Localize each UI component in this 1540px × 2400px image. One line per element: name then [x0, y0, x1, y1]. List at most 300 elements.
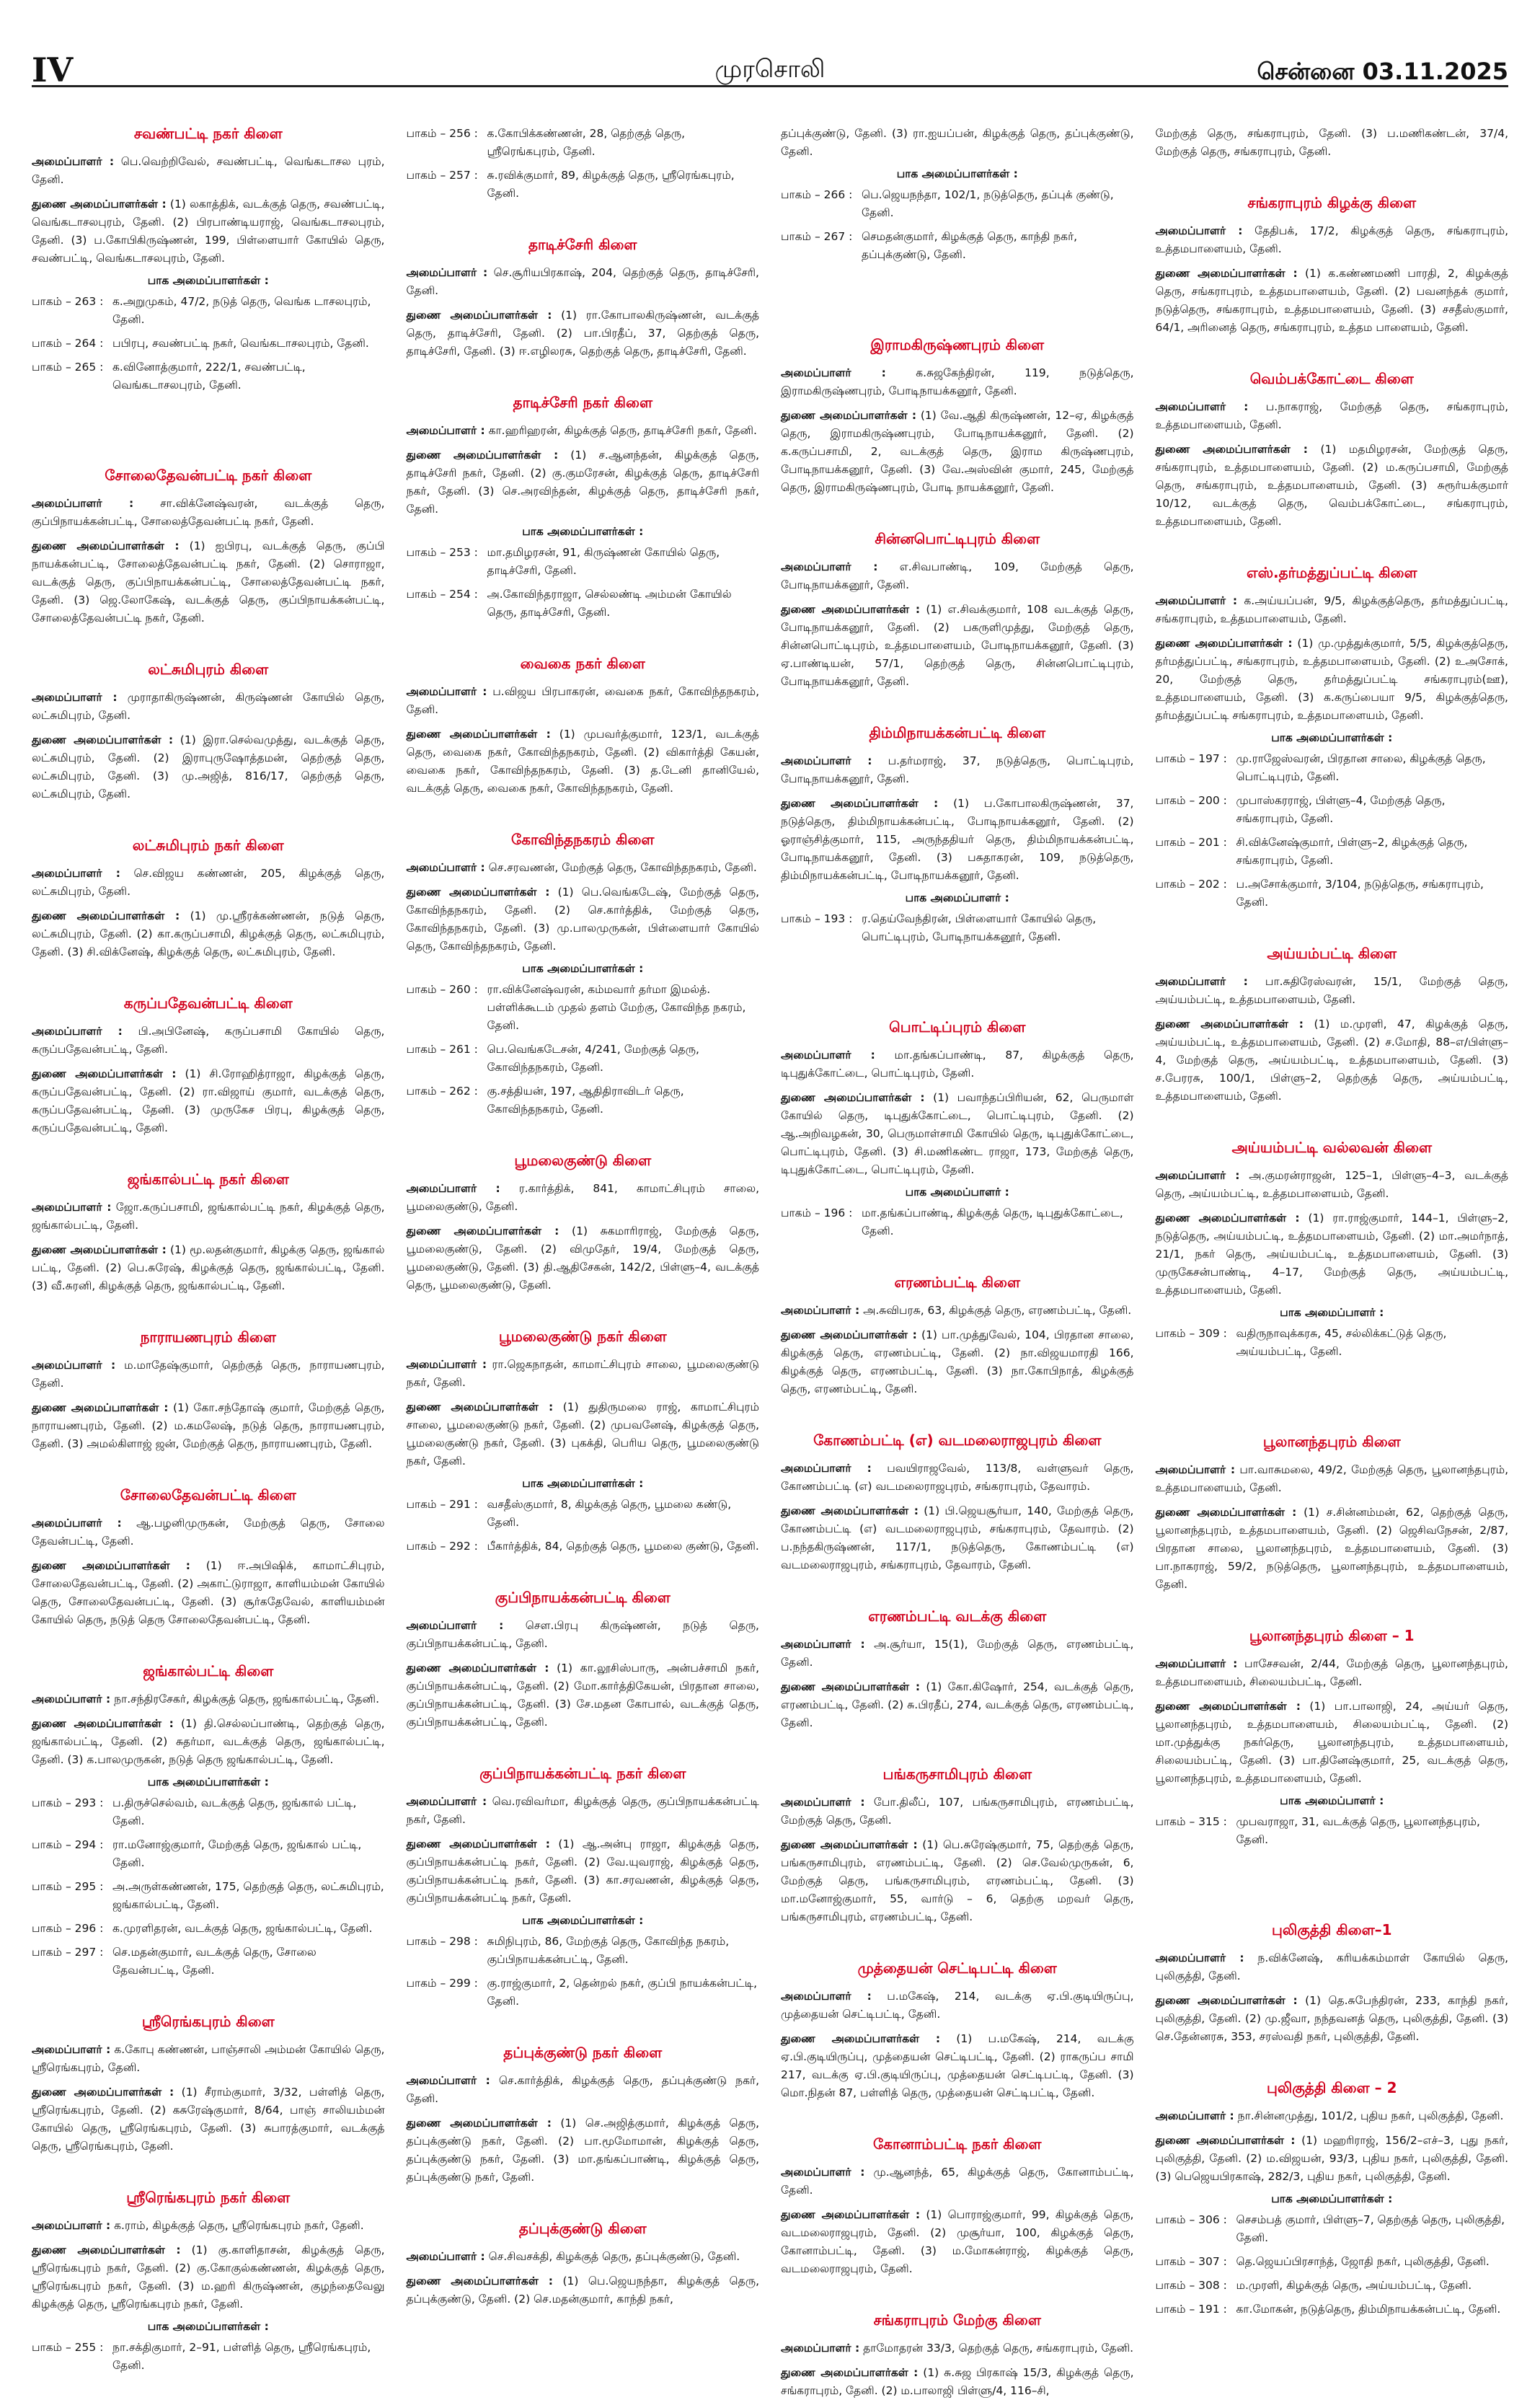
- booth-heading: பாக அமைப்பாளர்கள் :: [522, 962, 644, 975]
- role-label: துணை அமைப்பாளர்கள் :: [781, 1091, 925, 1104]
- branch-section: [407, 831, 760, 1119]
- booth-details: பீகார்த்திக், 84, தெற்குத் தெரு, பூமலை குண்டு, தேனி.: [487, 1540, 759, 1553]
- branch-title: முத்தையன் செட்டிபட்டி கிளை: [857, 1959, 1057, 1977]
- branch-title: லட்சுமிபுரம் கிளை: [148, 661, 269, 678]
- member-details: (1) ரா.ராஜ்குமார், 144–1, பிள்ளு–2, நடுத்தெரு, அய்யம்பட்டி, உத்தமபாளையம், தேனி. (2) மா.அமர்நாத், 21/1, நகர் தெரு, அய்யம்பட்டி, உத்தமபாளையம், தேனி. (3) முருகேசன்பாண்டி, 4–17, மேற்குத் தெரு, அய்யம்பட்டி, உத்தமபாளையம், தேனி.: [1155, 1212, 1509, 1297]
- branch-title: தாடிச்சேரி கிளை: [528, 236, 637, 253]
- booth-row: [407, 1538, 760, 1556]
- member-entry: [1156, 1949, 1509, 1985]
- member-entry: [781, 364, 1134, 400]
- booth-row: [781, 186, 1134, 222]
- page-number: IV: [32, 50, 74, 89]
- member-details: (1) மு.ஸ்ரீரக்கண்ணன், நடுத் தெரு, லட்சுமிபுரம், தேனி. (2) கா.கருப்பசாமி, கிழக்குத் தெரு, லட்சுமிபுரம், தேனி. (3) சி.விக்னேஷ், கிழக்குத் தெரு, லட்சுமிபுரம், தேனி.: [32, 909, 385, 958]
- branch-title: சங்கராபுரம் மேற்கு கிளை: [873, 2311, 1041, 2329]
- branch-title: குப்பிநாயக்கன்பட்டி கிளை: [495, 1589, 671, 1606]
- branch-title: தாடிச்சேரி நகர் கிளை: [513, 394, 652, 411]
- booth-number: பாகம் – 262 :: [406, 1085, 478, 1098]
- member-entry: [407, 1617, 760, 1653]
- branch-section: [1156, 370, 1509, 531]
- booth-row: [1156, 2253, 1509, 2271]
- role-label: துணை அமைப்பாளர்கள் :: [781, 1838, 918, 1851]
- branch-title: சோலைதேவன்பட்டி நகர் கிளை: [105, 467, 312, 484]
- role-label: அமைப்பாளர் :: [406, 685, 487, 698]
- role-label: அமைப்பாளர் :: [781, 2342, 860, 2355]
- member-entry: [781, 601, 1134, 691]
- role-label: அமைப்பாளர் :: [406, 2250, 485, 2263]
- role-label: துணை அமைப்பாளர்கள் :: [1155, 267, 1298, 280]
- member-entry: [781, 2339, 1134, 2357]
- role-label: துணை அமைப்பாளர்கள் :: [1155, 1212, 1300, 1225]
- booth-details: கு.ராஜ்குமார், 2, தென்றல் நகர், குப்பி நாயக்கன்பட்டி, தேனி.: [487, 1977, 758, 2008]
- member-entry: [32, 2241, 385, 2313]
- member-entry: [407, 1398, 760, 1470]
- role-label: அமைப்பாளர் :: [781, 560, 878, 573]
- booth-row: [407, 125, 760, 161]
- branch-title: சின்னபொட்டிபுரம் கிளை: [875, 530, 1040, 547]
- member-details: பாசேசவன், 2/44, மேற்குத் தெரு, பூலானந்தபுரம், உத்தமபாளையம், சிலையம்பட்டி, தேனி.: [1155, 1657, 1508, 1688]
- role-label: அமைப்பாளர் :: [32, 1025, 123, 1038]
- branch-title: குப்பிநாயக்கன்பட்டி நகர் கிளை: [479, 1765, 686, 1782]
- booth-details: வசதீஸ்குமார், 8, கிழக்குத் தெரு, பூமலை கண்டு, தேனி.: [487, 1498, 732, 1529]
- member-details: மா.தங்கப்பாண்டி, 87, கிழக்குத் தெரு, டிபுதுக்கோட்டை, பொட்டிபுரம், தேனி.: [781, 1049, 1134, 1080]
- role-label: துணை அமைப்பாளர்கள் :: [1155, 443, 1308, 456]
- role-label: அமைப்பாளர் :: [1155, 1463, 1236, 1476]
- member-details: மு.ஆனந்த், 65, கிழக்குத் தெரு, கோனாம்பட்டி, தேனி.: [781, 2166, 1134, 2197]
- branch-title: ஜங்கால்பட்டி கிளை: [143, 1662, 274, 1680]
- member-entry: [1156, 441, 1509, 531]
- role-label: அமைப்பாளர் :: [781, 1990, 872, 2003]
- role-label: துணை அமைப்பாளர்கள் :: [32, 1401, 169, 1414]
- booth-number: பாகம் – 265 :: [32, 361, 104, 374]
- role-label: அமைப்பாளர் :: [406, 1182, 500, 1195]
- booth-details: க.வினோத்குமார், 222/1, சவண்பட்டி, வெங்கடாசலபுரம், தேனி.: [112, 361, 306, 392]
- branch-section: [1156, 1921, 1509, 2046]
- branch-title: பூமலைகுண்டு நகர் கிளை: [498, 1328, 667, 1345]
- booth-number: பாகம் – 299 :: [406, 1977, 478, 1990]
- branch-section: [32, 125, 385, 394]
- member-details: பவயிராஜவேல், 113/8, வள்ளுவர் தெரு, கோணம்பட்டி (எ) வடமலைராஜபுரம், சங்கராபுரம், தேவாரம்.: [781, 1462, 1134, 1493]
- booth-row: [1156, 2300, 1509, 2319]
- edition-date: சென்னை 03.11.2025: [1257, 58, 1508, 85]
- member-details: (1) மஹரிராஜ், 156/2–எச்–3, புது நகர், புலிகுத்தி, தேனி. (2) ம.விஜயன், 93/3, புதிய நகர், புலிகுத்தி, தேனி. (3) பெஜெயபிரகாஷ், 282/3, புதிய நகர், புலிகுத்தி, தேனி.: [1155, 2134, 1509, 2183]
- role-label: அமைப்பாளர் :: [1155, 2109, 1234, 2122]
- booth-details: க.கோபிக்கண்ணன், 28, தெற்குத் தெரு, ஸ்ரீரெங்கபுரம், தேனி.: [487, 127, 686, 158]
- booth-details: ம.முரளி, கிழக்குத் தெரு, அய்யம்பட்டி, தேனி.: [1236, 2279, 1472, 2292]
- member-details: (1) ம.முரளி, 47, கிழக்குத் தெரு, அய்யம்பட்டி, உத்தமபாளையம், தேனி. (2) ச.மோதி, 88–எ/பிள்ளு–4, மேற்குத் தெரு, அய்யம்பட்டி, உத்தமபாளையம், தேனி. (3) ச.பேரரசு, 100/1, பிள்ளு–2, தெற்குத் தெரு, அய்யம்பட்டி, உத்தமபாளையம், தேனி.: [1155, 1018, 1508, 1103]
- member-entry: [781, 795, 1134, 885]
- branch-title: கோனாம்பட்டி நகர் கிளை: [873, 2135, 1042, 2153]
- role-label: துணை அமைப்பாளர்கள் :: [406, 309, 552, 322]
- role-label: துணை அமைப்பாளர்கள் :: [1155, 1700, 1301, 1713]
- member-entry: [1156, 1015, 1509, 1106]
- booth-details: செமதன்குமார், கிழக்குத் தெரு, காந்தி நகர், தப்புக்குண்டு, தேனி.: [862, 230, 1078, 261]
- branch-title: திம்மிநாயக்கன்பட்டி கிளை: [869, 724, 1046, 741]
- branch-title: ஜங்கால்பட்டி நகர் கிளை: [127, 1170, 289, 1188]
- booth-row: [407, 167, 760, 203]
- booth-number: பாகம் – 264 :: [32, 337, 104, 350]
- booth-details: அ.அருள்கண்ணன், 175, தெற்குத் தெரு, லட்சுமிபுரம், ஜங்கால்பட்டி, தேனி.: [112, 1880, 384, 1911]
- booth-details: ரா.மனோஜ்குமார், மேற்குத் தெரு, ஜங்கால் பட்டி, தேனி.: [112, 1838, 362, 1869]
- role-label: துணை அமைப்பாளர்கள் :: [406, 1400, 554, 1413]
- branch-section: [32, 2189, 385, 2375]
- booth-details: க.முரளிதரன், வடக்குத் தெரு, ஜங்கால்பட்டி, தேனி.: [112, 1922, 373, 1935]
- branch-title: சவண்பட்டி நகர் கிளை: [133, 125, 283, 142]
- member-details: க.அய்யப்பன், 9/5, கிழக்குத்தெரு, தர்மத்துப்பட்டி, சங்கராபுரம், உத்தமபாளையம், தேனி.: [1155, 594, 1508, 625]
- member-details: (1) வே.ஆதி கிருஷ்ணன், 12–ஏ, கிழக்குத் தெரு, இராமகிருஷ்ணபுரம், போடிநாயக்கனூர், தேனி. (2) க.கருப்பசாமி, 2, வடக்குத் தெரு, இராம கிருஷ்ணபுரம், போடிநாயக்கனூர், தேனி. (3) வே.அஸ்வின் குமார், 245, மேற்குத் தெரு, இராமகிருஷ்ணபுரம், போடி நாயக்கனூர், தேனி.: [781, 409, 1134, 494]
- booth-details: மா.தமிழரசன், 91, கிருஷ்ணன் கோயில் தெரு, தாடிச்சேரி, தேனி.: [487, 546, 720, 577]
- member-entry: [781, 1302, 1134, 1320]
- booth-number: பாகம் – 308 :: [1155, 2279, 1227, 2292]
- booth-details: சு.ரவிக்குமார், 89, கிழக்குத் தெரு, ஸ்ரீரெங்கபுரம், தேனி.: [487, 169, 735, 200]
- branch-title: தப்புக்குண்டு கிளை: [518, 2220, 647, 2237]
- member-entry: [32, 865, 385, 901]
- member-entry: [407, 1222, 760, 1294]
- member-details: (1) ச.சின்னம்மன், 62, தெற்குத் தெரு, பூலானந்தபுரம், உத்தமபாளையம், தேனி. (2) ஜெசிவநேசன், 2/87, பிரதான சாலை, பூலானந்தபுரம், உத்தமபாளையம், தேனி. (3) பா.நாகராஜ், 59/2, நடுத்தெரு, பூலானந்தபுரம், உத்தமபாளையம், தேனி.: [1155, 1506, 1508, 1591]
- role-label: அமைப்பாளர் :: [406, 2074, 490, 2087]
- branch-section: [1156, 125, 1509, 161]
- member-entry: [32, 1023, 385, 1059]
- member-entry: [781, 125, 1134, 161]
- booth-heading: பாக அமைப்பாளர்கள் :: [147, 1775, 269, 1788]
- booth-details: அ.கோவிந்தராஜா, செல்லண்டி அம்மன் கோயில் தெரு, தாடிச்சேரி, தேனி.: [487, 588, 732, 619]
- branch-title: பூலானந்தபுரம் கிளை – 1: [1249, 1627, 1415, 1644]
- member-details: முராதாகிருஷ்ணன், கிருஷ்ணன் கோயில் தெரு, லட்சுமிபுரம், தேனி.: [32, 691, 385, 722]
- member-details: (1) பா.பாலாஜி, 24, அய்யர் தெரு, பூலானந்தபுரம், உத்தமபாளையம், சிலையம்பட்டி, தேனி. (2) மா.முத்துக்கு நகர்தெரு, பூலானந்தபுரம், உத்தமபாளையம், சிலையம்பட்டி, தேனி. (3) பா.தினேஷ்குமார், 25, வடக்குத் தெரு, பூலானந்தபுரம், உத்தமபாளையம், தேனி.: [1155, 1700, 1508, 1785]
- member-details: (1) முபவர்த்குமார், 123/1, வடக்குத் தெரு, வைகை நகர், கோவிந்தநகரம், தேனி. (2) விகார்த்தி கேயன், வைகை நகர், கோவிந்தநகரம், தேனி. (3) த.டேனி தானியேல், வடக்குத் தெரு, வைகை நகர், கோவிந்தநகரம், தேனி.: [406, 728, 759, 795]
- column: [781, 125, 1134, 2397]
- member-details: போ.திலீப், 107, பங்கருசாமிபுரம், எரணம்பட்டி, மேற்குத் தெரு, தேனி.: [781, 1796, 1134, 1827]
- role-label: துணை அமைப்பாளர்கள் :: [406, 1225, 559, 1238]
- booth-row: [407, 1496, 760, 1532]
- role-label: துணை அமைப்பாளர்கள் :: [781, 2366, 919, 2379]
- member-details: க.ராம், கிழக்குத் தெரு, ஸ்ரீரெங்கபுரம் நகர், தேனி.: [110, 2219, 364, 2232]
- member-entry: [1156, 1992, 1509, 2046]
- member-details: ஆ.பழனிமுருகன், மேற்குத் தெரு, சோலை தேவன்பட்டி, தேனி.: [32, 1517, 385, 1548]
- member-details: தாமோதரன் 33/3, தெற்குத் தெரு, சங்கராபுரம், தேனி.: [859, 2342, 1134, 2355]
- member-details: பி.அபினேஷ், கருப்பசாமி கோயில் தெரு, கருப்பதேவன்பட்டி, தேனி.: [32, 1025, 385, 1056]
- booth-number: பாகம் – 260 :: [406, 983, 478, 996]
- member-entry: [781, 2206, 1134, 2278]
- branch-title: எரணம்பட்டி கிளை: [894, 1274, 1021, 1291]
- member-entry: [1156, 2107, 1509, 2125]
- branch-section: [407, 125, 760, 203]
- booth-row: [1156, 875, 1509, 912]
- role-label: அமைப்பாளர் :: [1155, 224, 1243, 237]
- booth-row: [32, 2339, 385, 2375]
- member-details: ப.நாகராஜ், மேற்குத் தெரு, சங்கராபுரம், உத்தமபாளையம், தேனி.: [1155, 400, 1508, 431]
- booth-heading: பாக அமைப்பாளர்கள் :: [522, 525, 644, 538]
- member-details: (1) கோ.கிஷோர், 254, வடக்குத் தெரு, எரணம்பட்டி, தேனி. (2) சு.பிரதீப், 274, வடக்குத் தெரு, எரணம்பட்டி, தேனி.: [781, 1680, 1134, 1729]
- booth-row: [32, 335, 385, 353]
- branch-section: [1156, 194, 1509, 337]
- member-entry: [407, 2272, 760, 2308]
- member-details: க.சுஜகேந்திரன், 119, நடுத்தெரு, இராமகிருஷ்ணபுரம், போடிநாயக்கனூர், தேனி.: [781, 366, 1134, 397]
- member-entry: [407, 683, 760, 719]
- member-entry: [32, 731, 385, 803]
- member-details: ந.விக்னேஷ், கரியக்கம்மாள் கோயில் தெரு, புலிகுத்தி, தேனி.: [1155, 1951, 1508, 1982]
- branch-section: [32, 1328, 385, 1453]
- role-label: அமைப்பாளர் :: [32, 867, 120, 880]
- branch-title: அய்யம்பட்டி வல்லவன் கிளை: [1231, 1139, 1432, 1156]
- role-label: துணை அமைப்பாளர்கள் :: [781, 797, 939, 810]
- booth-row: [407, 981, 760, 1035]
- member-details: மேற்குத் தெரு, சங்கராபுரம், தேனி. (3) ப.மணிகண்டன், 37/4, மேற்குத் தெரு, சங்கராபுரம், தேனி.: [1155, 127, 1508, 158]
- member-entry: [32, 2083, 385, 2156]
- booth-row: [407, 1082, 760, 1119]
- member-entry: [781, 1046, 1134, 1082]
- booth-number: பாகம் – 257 :: [406, 169, 478, 182]
- booth-details: செசம்பத் குமார், பிள்ளு–7, தெற்குத் தெரு, புலிகுத்தி, தேனி.: [1236, 2213, 1505, 2244]
- branch-title: வைகை நகர் கிளை: [520, 655, 645, 672]
- role-label: அமைப்பாளர் :: [32, 2043, 111, 2056]
- booth-row: [1156, 2211, 1509, 2247]
- booth-number: பாகம் – 298 :: [406, 1935, 478, 1948]
- branch-section: [407, 2220, 760, 2308]
- branch-title: அய்யம்பட்டி கிளை: [1267, 945, 1397, 962]
- booth-row: [781, 910, 1134, 946]
- role-label: துணை அமைப்பாளர்கள் :: [406, 886, 550, 899]
- branch-section: [1156, 1139, 1509, 1361]
- booth-number: பாகம் – 297 :: [32, 1946, 104, 1959]
- role-label: அமைப்பாளர் :: [1155, 400, 1249, 413]
- member-details: (1) ஆ.அன்பு ராஜா, கிழக்குத் தெரு, குப்பிநாயக்கன்பட்டி நகர், தேனி. (2) வே.யுவராஜ், கிழக்குத் தெரு, குப்பிநாயக்கன்பட்டி நகர், தேனி. (3) கா.சரவணன், கிழக்குத் தெரு, குப்பிநாயக்கன்பட்டி நகர், தேனி.: [406, 1838, 759, 1905]
- branch-section: [781, 530, 1134, 691]
- member-details: பா.சுதிரேஸ்வரன், 15/1, மேற்குத் தெரு, அய்யம்பட்டி, உத்தமபாளையம், தேனி.: [1155, 975, 1508, 1006]
- booth-heading: பாக அமைப்பாளர்கள் :: [522, 1477, 644, 1490]
- booth-number: பாகம் – 309 :: [1155, 1327, 1227, 1340]
- role-label: துணை அமைப்பாளர்கள் :: [1155, 1018, 1304, 1031]
- member-entry: [1156, 1698, 1509, 1788]
- booth-number: பாகம் – 307 :: [1155, 2255, 1227, 2268]
- branch-title: இராமகிருஷ்ணபுரம் கிளை: [870, 336, 1045, 353]
- member-entry: [407, 883, 760, 956]
- member-entry: [32, 495, 385, 531]
- booth-row: [32, 293, 385, 329]
- member-details: (1) பா.முத்துவேல், 104, பிரதான சாலை, கிழக்குத் தெரு, எரணம்பட்டி, தேனி. (2) நா.விஜயமாரதி 166, கிழக்குத் தெரு, எரணம்பட்டி, தேனி. (3) நா.கோபிநாத், கிழக்குத் தெரு, எரணம்பட்டி, தேனி.: [781, 1328, 1134, 1395]
- member-details: (1) பெ.ஜெயநந்தா, கிழக்குத் தெரு, தப்புக்குண்டு, தேனி. (2) செ.மதன்குமார், காந்தி நகர்,: [406, 2275, 759, 2306]
- member-entry: [407, 1835, 760, 1907]
- booth-number: பாகம் – 255 :: [32, 2341, 104, 2354]
- member-entry: [407, 446, 760, 519]
- member-entry: [1156, 1209, 1509, 1300]
- member-entry: [32, 1715, 385, 1769]
- booth-number: பாகம் – 201 :: [1155, 836, 1227, 849]
- member-entry: [32, 1199, 385, 1235]
- booth-details: க.அறுமுகம், 47/2, நடுத் தெரு, வெங்க டாசலபுரம், தேனி.: [112, 295, 371, 326]
- branch-section: [781, 1431, 1134, 1574]
- member-details: (1) மதமிழரசன், மேற்குத் தெரு, சங்கராபுரம், உத்தமபாளையம், தேனி. (2) ம.கருப்பசாமி, மேற்குத் தெரு, சங்கராபுரம், உத்தமபாளையம், தேனி. (3) சுரூர்யக்குமார் 10/12, வடக்குத் தெரு, வெம்பக்கோட்டை, சங்கராபுரம், உத்தமபாளையம், தேனி.: [1155, 443, 1508, 528]
- masthead: [32, 0, 1508, 87]
- branch-section: [1156, 1433, 1509, 1594]
- member-details: (1) பெ.வெங்கடேஷ், மேற்குத் தெரு, கோவிந்தநகரம், தேனி. (2) செ.கார்த்திக், மேற்குத் தெரு, கோவிந்தநகரம், தேனி. (3) மு.பாலமுருகன், பிள்ளையார் கோயில் தெரு, கோவிந்தநகரம், தேனி.: [406, 886, 760, 953]
- booth-row: [32, 358, 385, 394]
- booth-details: சுமிநிபுரம், 86, மேற்குத் தெரு, கோவிந்த நகரம், குப்பிநாயக்கன்பட்டி, தேனி.: [487, 1935, 730, 1966]
- column: [32, 125, 385, 2372]
- role-label: துணை அமைப்பாளர்கள் :: [781, 2208, 921, 2221]
- member-entry: [32, 153, 385, 189]
- role-label: துணை அமைப்பாளர்கள் :: [32, 1243, 167, 1256]
- member-entry: [407, 1659, 760, 1731]
- branch-title: சங்கராபுரம் கிழக்கு கிளை: [1247, 194, 1417, 211]
- member-details: (1) தெ.சுபேந்திரன், 233, காந்தி நகர், புலிகுத்தி, தேனி. (2) மு.ஜீவா, நந்தவனத் தெரு, புலிகுத்தி, தேனி. (3) செ.தேன்னரசு, 353, சரஸ்வதி நகர், புலிகுத்தி, தேனி.: [1155, 1994, 1508, 2043]
- role-label: அமைப்பாளர் :: [32, 1359, 116, 1372]
- role-label: அமைப்பாளர் :: [781, 2166, 865, 2179]
- booth-details: ர.தெய்வேந்திரன், பிள்ளையார் கோயில் தெரு, பொட்டிபுரம், போடிநாயக்கனூர், தேனி.: [862, 912, 1097, 943]
- booth-details: பெ.வெங்கடேசன், 4/241, மேற்குத் தெரு, கோவிந்தநகரம், தேனி.: [487, 1043, 699, 1074]
- member-details: க.கோபு கண்ணன், பாஞ்சாலி அம்மன் கோயில் தெரு, ஸ்ரீரெங்கபுரம், தேனி.: [32, 2043, 385, 2074]
- booth-row: [781, 228, 1134, 264]
- booth-number: பாகம் – 267 :: [781, 230, 853, 243]
- branch-section: [781, 125, 1134, 264]
- branch-title: எரணம்பட்டி வடக்கு கிளை: [868, 1607, 1047, 1625]
- branch-title: ஸ்ரீரெங்கபுரம் கிளை: [141, 2013, 275, 2030]
- branch-section: [407, 1765, 760, 2011]
- member-entry: [32, 1514, 385, 1550]
- booth-details: ப.திருச்செல்வம், வடக்குத் தெரு, ஜங்கால் பட்டி, தேனி.: [112, 1796, 357, 1827]
- member-details: (1) தி.செல்லப்பாண்டி, தெற்குத் தெரு, ஜங்கால்பட்டி, தேனி. (2) சுதர்மா, வடக்குத் தெரு, ஜங்கால்பட்டி, தேனி. (3) க.பாலமுருகன், நடுத் தெரு ஜங்கால்பட்டி, தேனி.: [32, 1717, 385, 1766]
- member-entry: [781, 1988, 1134, 2024]
- booth-details: மா.தங்கப்பாண்டி, கிழக்குத் தெரு, டிபுதுக்கோட்டை, தேனி.: [862, 1206, 1123, 1238]
- branch-section: [781, 1018, 1134, 1240]
- branch-section: [407, 1152, 760, 1294]
- branch-title: எஸ்.தர்மத்துப்பட்டி கிளை: [1246, 564, 1417, 581]
- role-label: அமைப்பாளர் :: [781, 366, 886, 379]
- member-entry: [407, 1356, 760, 1392]
- member-details: வெ.ரவிவர்மா, கிழக்குத் தெரு, குப்பிநாயக்கன்பட்டி நகர், தேனி.: [406, 1795, 759, 1826]
- branch-title: புலிகுத்தி கிளை – 2: [1267, 2079, 1397, 2096]
- role-label: அமைப்பாளர் :: [32, 1693, 111, 1706]
- branch-section: [781, 724, 1134, 946]
- booth-details: மு.ராஜேஸ்வரன், பிரதான சாலை, கிழக்குத் தெரு, பொட்டிபுரம், தேனி.: [1236, 752, 1486, 783]
- member-details: ர.கார்த்திக், 841, காமாட்சிபுரம் சாலை, பூமலைகுண்டு, தேனி.: [406, 1182, 759, 1213]
- role-label: அமைப்பாளர் :: [1155, 1951, 1244, 1964]
- branch-section: [407, 236, 760, 361]
- branch-section: [781, 336, 1134, 497]
- member-entry: [407, 1793, 760, 1829]
- booth-row: [1156, 1325, 1509, 1361]
- member-details: அ.சூர்யா, 15(1), மேற்குத் தெரு, எரணம்பட்டி, தேனி.: [781, 1638, 1134, 1669]
- role-label: துணை அமைப்பாளர்கள் :: [406, 1838, 550, 1850]
- member-entry: [32, 1356, 385, 1393]
- branch-section: [407, 2044, 760, 2187]
- member-details: (1) சுகமாரிராஜ், மேற்குத் தெரு, பூமலைகுண்டு, தேனி. (2) விமுதேர், 19/4, மேற்குத் தெரு, பூமலைகுண்டு, தேனி. (3) தி.ஆதிசேகன், 142/2, பிள்ளு–4, வடக்குத் தெரு, பூமலைகுண்டு, தேனி.: [406, 1225, 760, 1292]
- role-label: துணை அமைப்பாளர்கள் :: [32, 909, 180, 922]
- member-details: சா.விக்னேஷ்வரன், வடக்குத் தெரு, குப்பிநாயக்கன்பட்டி, சோலைத்தேவன்பட்டி நகர், தேனி.: [32, 497, 385, 528]
- booth-number: பாகம் – 266 :: [781, 188, 853, 201]
- role-label: அமைப்பாளர் :: [406, 1358, 487, 1371]
- member-details: ப.தர்மராஜ், 37, நடுத்தெரு, பொட்டிபுரம், போடிநாயக்கனூர், தேனி.: [781, 754, 1134, 785]
- member-details: நா.சின்னமுத்து, 101/2, புதிய நகர், புலிகுத்தி, தேனி.: [1234, 2109, 1504, 2122]
- branch-title: பங்கருசாமிபுரம் கிளை: [882, 1765, 1032, 1783]
- member-entry: [781, 1460, 1134, 1496]
- booth-details: வதிருநாவுக்கரசு, 45, சல்லிக்கட்டுத் தெரு, அய்யம்பட்டி, தேனி.: [1236, 1327, 1447, 1358]
- role-label: அமைப்பாளர் :: [32, 2219, 111, 2232]
- branch-section: [407, 394, 760, 622]
- role-label: அமைப்பாளர் :: [406, 1619, 504, 1632]
- member-details: (1) ஐபிரபு, வடக்குத் தெரு, குப்பி நாயக்கன்பட்டி, சோலைத்தேவன்பட்டி நகர், தேனி. (2) சொராஜா, வடக்குத் தெரு, குப்பிநாயக்கன்பட்டி, சோலைத்தேவன்பட்டி நகர், தேனி. (3) ஜெ.லோகேஷ், வடக்குத் தெரு, குப்பிநாயக்கன்பட்டி, சோலைத்தேவன்பட்டி நகர், தேனி.: [32, 539, 385, 625]
- booth-heading: பாக அமைப்பாளர்கள் :: [896, 167, 1018, 180]
- booth-details: ரா.விக்னேஷ்வரன், கம்மவார் தர்மா இமல்த். பள்ளிக்கூடம் முதல் தளம் மேற்கு, கோவிந்த நகரம், தேனி.: [487, 983, 746, 1032]
- role-label: அமைப்பாளர் :: [781, 1462, 872, 1475]
- branch-title: சோலைதேவன்பட்டி கிளை: [120, 1486, 296, 1504]
- role-label: அமைப்பாளர் :: [1155, 1169, 1240, 1182]
- member-details: (1) லகாத்திக், வடக்குத் தெரு, சவண்பட்டி, வெங்கடாசலபுரம், தேனி. (2) பிரபாண்டியராஜ், வெங்கடாசலபுரம், தேனி. (3) ப.கோபிகிருஷ்ணன், 199, பிள்ளையார் கோயில் தெரு, சவண்பட்டி, வெங்கடாசலபுரம், தேனி.: [32, 198, 385, 265]
- booth-number: பாகம் – 291 :: [406, 1498, 478, 1511]
- member-entry: [781, 558, 1134, 594]
- member-details: (1) கோ.சந்தோஷ் குமார், மேற்குத் தெரு, நாராயணபுரம், தேனி. (2) ம.கமலேஷ், நடுத் தெரு, நாராயணபுரம், தேனி. (3) அமல்கிளாஜ் ஜன், மேற்குத் தெரு, நாராயணபுரம், தேனி.: [32, 1401, 385, 1450]
- role-label: துணை அமைப்பாளர்கள் :: [781, 603, 921, 616]
- branch-title: கருப்பதேவன்பட்டி கிளை: [123, 994, 293, 1012]
- branch-title: கோணம்பட்டி (எ) வடமலைராஜபுரம் கிளை: [813, 1431, 1102, 1449]
- branch-section: [32, 837, 385, 961]
- member-entry: [1156, 1461, 1509, 1497]
- branch-title: ஸ்ரீரெங்கபுரம் நகர் கிளை: [126, 2189, 291, 2206]
- role-label: துணை அமைப்பாளர்கள் :: [781, 1504, 919, 1517]
- role-label: துணை அமைப்பாளர்கள் :: [781, 2032, 941, 2045]
- booth-heading: பாக அமைப்பாளர்கள் :: [147, 274, 269, 287]
- branch-section: [32, 1662, 385, 1980]
- member-entry: [781, 752, 1134, 788]
- member-entry: [1156, 398, 1509, 434]
- member-details: பா.வாசுமலை, 49/2, மேற்குத் தெரு, பூலானந்தபுரம், உத்தமபாளையம், தேனி.: [1155, 1463, 1509, 1494]
- role-label: அமைப்பாளர் :: [781, 1304, 860, 1317]
- role-label: துணை அமைப்பாளர்கள் :: [406, 2117, 552, 2130]
- booth-heading: பாக அமைப்பாளர்கள் :: [522, 1914, 644, 1927]
- booth-heading: பாக அமைப்பாளர்கள் :: [147, 2320, 269, 2333]
- role-label: அமைப்பாளர் :: [32, 497, 134, 510]
- booth-number: பாகம் – 196 :: [781, 1206, 853, 1219]
- role-label: துணை அமைப்பாளர்கள் :: [406, 2275, 553, 2288]
- branch-section: [781, 1607, 1134, 1732]
- booth-number: பாகம் – 200 :: [1155, 794, 1227, 807]
- member-entry: [781, 2364, 1134, 2400]
- role-label: துணை அமைப்பாளர்கள் :: [1155, 637, 1293, 650]
- role-label: அமைப்பாளர் :: [406, 1795, 487, 1808]
- member-entry: [32, 2041, 385, 2077]
- booth-details: கு.சத்தியன், 197, ஆதிதிராவிடர் தெரு, கோவிந்தநகரம், தேனி.: [487, 1085, 684, 1116]
- role-label: அமைப்பாளர் :: [406, 424, 485, 437]
- member-details: (1) பவாந்தப்பிரியன், 62, பெருமாள் கோயில் தெரு, டிபுதுக்கோட்டை, பொட்டிபுரம், தேனி. (2) ஆ.அறிவழகன், 30, பெருமாள்சாமி கோயில் தெரு, டிபுதுக்கோட்டை, பொட்டிபுரம், தேனி. (3) சி.மணிகண்ட ராஜா, 173, மேற்குத் தெரு, டிபுதுக்கோட்டை, பொட்டிபுரம், தேனி.: [781, 1091, 1134, 1176]
- member-entry: [1156, 973, 1509, 1009]
- role-label: துணை அமைப்பாளர்கள் :: [32, 1559, 190, 1572]
- member-details: ஜோ.கருப்பசாமி, ஜங்கால்பட்டி நகர், கிழக்குத் தெரு, ஜங்கால்பட்டி, தேனி.: [32, 1201, 385, 1232]
- member-details: (1) மூ.லதன்குமார், கிழக்கு தெரு, ஜங்கால் பட்டி, தேனி. (2) பெ.சுரேஷ், கிழக்குத் தெரு, ஜங்கால்பட்டி, தேனி. (3) வீ.சுரனி, கிழக்குத் தெரு, ஜங்கால்பட்டி, தேனி.: [32, 1243, 385, 1292]
- member-details: (1) பொராஜ்குமார், 99, கிழக்குத் தெரு, வடமலைராஜபுரம், தேனி. (2) முசூர்யா, 100, கிழக்குத் தெரு, கோனாம்பட்டி, தேனி. (3) ம.மோகன்ராஜ், கிழக்குத் தெரு, வடமலைராஜபுரம், தேனி.: [781, 2208, 1134, 2275]
- member-details: ப.விஜய பிரபாகரன், வைகை நகர், கோவிந்தநகரம், தேனி.: [406, 685, 760, 716]
- branch-title: தப்புக்குண்டு நகர் கிளை: [503, 2044, 663, 2061]
- booth-number: பாகம் – 306 :: [1155, 2213, 1227, 2226]
- branch-title: லட்சுமிபுரம் நகர் கிளை: [132, 837, 284, 854]
- member-entry: [32, 1399, 385, 1453]
- booth-row: [32, 1920, 385, 1938]
- booth-row: [407, 586, 760, 622]
- booth-heading: பாக அமைப்பாளர் :: [905, 1186, 1009, 1199]
- branch-title: பூமலைகுண்டு கிளை: [514, 1152, 652, 1169]
- role-label: துணை அமைப்பாளர்கள் :: [1155, 1506, 1297, 1519]
- member-details: ரா.ஜெகநாதன், காமாட்சிபுரம் சாலை, பூமலைகுண்டு நகர், தேனி.: [406, 1358, 759, 1389]
- role-label: துணை அமைப்பாளர்கள் :: [32, 198, 167, 211]
- branch-section: [32, 1170, 385, 1295]
- branch-title: நாராயணபுரம் கிளை: [140, 1328, 276, 1346]
- member-entry: [32, 537, 385, 627]
- booth-number: பாகம் – 202 :: [1155, 878, 1227, 891]
- member-entry: [781, 407, 1134, 497]
- member-entry: [1156, 592, 1509, 628]
- branch-section: [32, 661, 385, 803]
- member-details: நா.சந்திரசேகர், கிழக்குத் தெரு, ஜங்கால்பட்டி, தேனி.: [110, 1693, 379, 1706]
- booth-row: [32, 1794, 385, 1830]
- member-details: (1) கு.காளிதாசன், கிழக்குத் தெரு, ஸ்ரீரெங்கபுரம் நகர், தேனி. (2) கு.கோகுல்கண்ணன், கிழக்குத் தெரு, ஸ்ரீரெங்கபுரம் நகர், தேனி. (3) ம.ஹரி கிருஷ்ணன், குழந்தைவேலு கிழக்குத் தெரு, ஸ்ரீரெங்கபுரம் நகர், தேனி.: [32, 2244, 385, 2311]
